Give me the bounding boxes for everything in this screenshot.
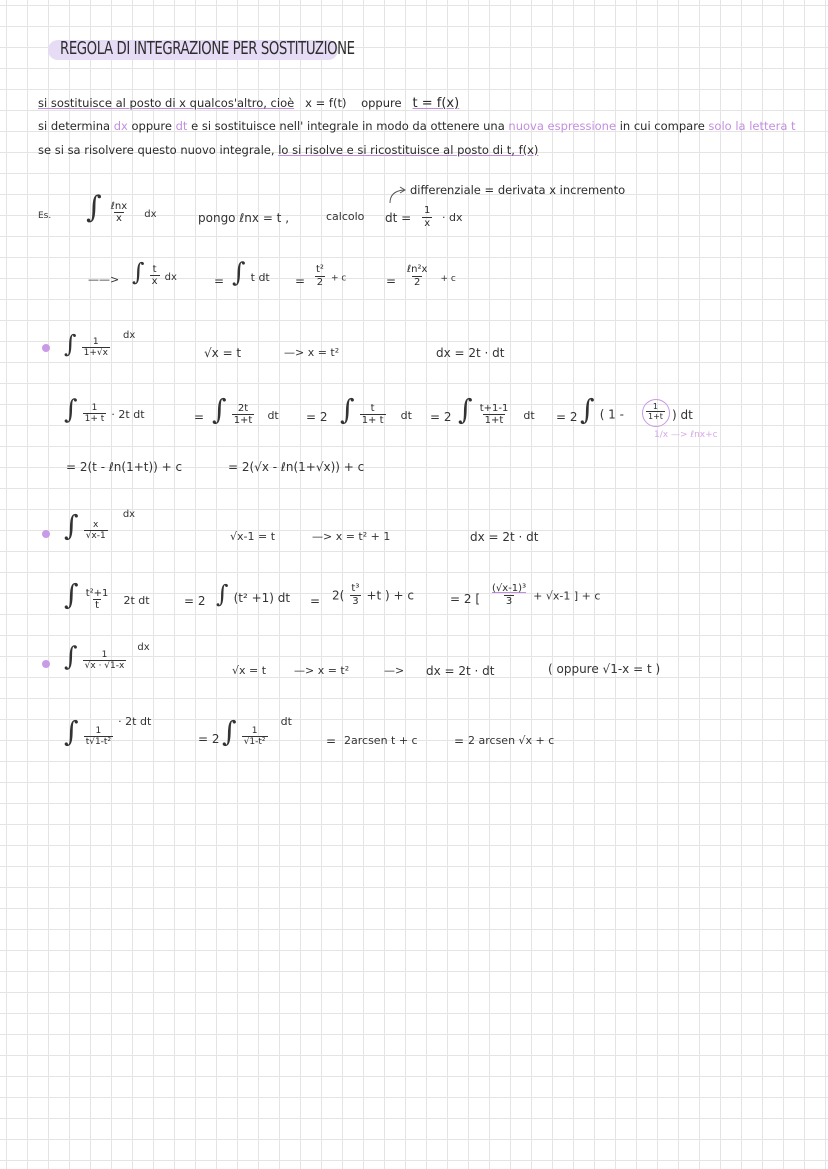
integrand: + √x-1 ] + c xyxy=(533,589,601,603)
intro-text: nuova espressione xyxy=(508,119,617,133)
numerator: 1 xyxy=(92,336,99,347)
equals: = 2 xyxy=(306,410,328,424)
dx-label: dx xyxy=(144,209,157,220)
denominator: √1-t² xyxy=(243,737,266,747)
numerator: x xyxy=(93,519,99,530)
dt-label: dt xyxy=(280,715,292,728)
dx-label: dx xyxy=(122,509,136,520)
fraction xyxy=(314,264,346,288)
step-4 xyxy=(490,583,600,607)
equals: = xyxy=(454,734,465,748)
integral-sign-icon: ∫ xyxy=(64,715,79,748)
integrand: ( 1 - xyxy=(599,407,624,422)
numerator: 1 xyxy=(652,401,659,411)
integral-sign-icon: ∫ xyxy=(458,393,473,426)
integrand: +t ) + c xyxy=(366,588,414,603)
integrand: t dt xyxy=(250,271,270,284)
differential-note: differenziale = derivata x incremento xyxy=(410,183,626,197)
numerator: t xyxy=(152,263,157,275)
intro-text: si sostituisce al posto di x qualcos'altro, cioè xyxy=(38,96,295,110)
intro-text: dt xyxy=(175,119,188,133)
step-2 xyxy=(222,715,292,748)
step-2 xyxy=(212,393,279,427)
numerator: 1 xyxy=(424,205,431,216)
curved-arrow-icon xyxy=(386,183,408,205)
bullet-icon xyxy=(42,530,50,538)
integral-sign-icon: ∫ xyxy=(64,330,77,358)
denominator: 3 xyxy=(352,595,359,607)
equals: = 2 xyxy=(198,732,220,746)
numerator: t³ xyxy=(351,583,360,594)
integrand: · 2t dt xyxy=(111,408,145,421)
equals: = xyxy=(326,734,337,748)
numerator: (√x-1)³ xyxy=(492,583,527,594)
result: 2 arcsen √x + c xyxy=(468,734,555,747)
annotation: 1/x —> ℓnx+c xyxy=(654,430,718,440)
x-expression: —> x = t² + 1 xyxy=(312,530,391,543)
numerator: t²+1 xyxy=(85,587,109,599)
intro-line-2 xyxy=(38,119,796,133)
denominator: x xyxy=(115,213,122,224)
equals: = 2 xyxy=(184,594,206,608)
integral-sign-icon: ∫ xyxy=(64,578,79,611)
fraction xyxy=(405,264,456,288)
example-label: Es. xyxy=(38,211,52,221)
denominator: √x · √1-x xyxy=(84,661,125,671)
numerator: 1 xyxy=(91,402,98,413)
page-title: REGOLA DI INTEGRAZIONE PER SOSTITUZIONE xyxy=(60,38,355,59)
numerator: 2t xyxy=(237,402,249,414)
step-2 xyxy=(216,580,290,608)
numerator: ℓnx xyxy=(110,200,128,212)
denominator: 2 xyxy=(316,276,324,288)
integral-3 xyxy=(232,258,270,288)
intro-text: oppure xyxy=(131,119,172,133)
integrand: · 2t dt xyxy=(118,715,152,728)
substitution: √x = t xyxy=(204,346,242,360)
integral-sign-icon: ∫ xyxy=(86,190,102,225)
result: = 2(√x - ℓn(1+√x)) + c xyxy=(228,460,365,474)
intro-text: dx xyxy=(113,119,128,133)
bullet-icon xyxy=(42,344,50,352)
dt-label: ) dt xyxy=(672,408,693,422)
equals: = xyxy=(386,274,397,288)
fraction xyxy=(646,401,665,421)
integral-sign-icon: ∫ xyxy=(340,393,355,426)
intro-text: in cui compare xyxy=(619,119,705,133)
dx-expression: dx = 2t · dt xyxy=(426,664,495,678)
equals: = 2 xyxy=(430,410,452,424)
numerator: 1 xyxy=(95,725,102,736)
calcolo-label: calcolo xyxy=(326,210,365,223)
equals: = xyxy=(310,594,321,608)
result: = 2(t - ℓn(1+t)) + c xyxy=(66,460,183,474)
dot-dx: · dx xyxy=(442,211,463,224)
dx-expression: dx = 2t · dt xyxy=(436,346,505,360)
integrand: 2t dt xyxy=(123,594,150,607)
integrand: 2( xyxy=(332,588,345,603)
equals: = xyxy=(214,274,225,288)
intro-formula: t = f(x) xyxy=(412,96,460,111)
step-1 xyxy=(64,715,151,748)
denominator: 1+ t xyxy=(361,415,384,426)
x-expression: —> x = t² xyxy=(294,664,350,677)
step-3 xyxy=(332,583,414,607)
denominator: 2 xyxy=(414,276,421,288)
dt-label: dt xyxy=(523,409,535,422)
step-1 xyxy=(64,578,150,612)
intro-text: se si sa risolvere questo nuovo integrale, xyxy=(38,143,275,157)
substitution: √x-1 = t xyxy=(230,530,276,543)
numerator: 1 xyxy=(101,649,108,660)
substitution: pongo ℓnx = t , xyxy=(198,211,290,225)
integral-1 xyxy=(86,190,156,225)
integral-sign-icon: ∫ xyxy=(222,715,237,748)
integral-ex4 xyxy=(64,642,150,672)
constant: + c xyxy=(440,273,456,284)
intro-text: solo la lettera t xyxy=(708,119,796,133)
fraction xyxy=(422,205,432,229)
substitution: √x = t xyxy=(232,664,267,677)
step-4 xyxy=(458,393,535,427)
integral-ex2 xyxy=(64,330,135,358)
arrow-icon: —> xyxy=(384,664,405,677)
x-expression: —> x = t² xyxy=(284,346,340,359)
integral-2 xyxy=(132,258,177,288)
equals: = xyxy=(295,274,306,288)
intro-text: oppure xyxy=(361,96,402,110)
dx-label: dx xyxy=(164,272,177,283)
intro-text: lo si risolve e si ricostituisce al posto di t, f(x) xyxy=(278,143,539,157)
denominator: 1+√x xyxy=(83,348,108,358)
step-5 xyxy=(580,393,624,426)
integrand: (t² +1) dt xyxy=(233,591,291,605)
integral-sign-icon: ∫ xyxy=(132,258,145,286)
denominator: x xyxy=(151,276,158,287)
bullet-icon xyxy=(42,660,50,668)
intro-text: si determina xyxy=(38,119,111,133)
integral-sign-icon: ∫ xyxy=(232,258,246,288)
equals: = 2 xyxy=(556,410,578,424)
numerator: t² xyxy=(316,264,324,275)
dx-expression: dx = 2t · dt xyxy=(470,530,539,544)
intro-formula: x = f(t) xyxy=(305,96,347,110)
integral-sign-icon: ∫ xyxy=(64,509,79,542)
denominator: t xyxy=(95,600,99,611)
numerator: 1 xyxy=(251,725,258,736)
constant: + c xyxy=(331,273,347,284)
denominator: 3 xyxy=(505,595,513,607)
denominator: √x-1 xyxy=(85,531,106,541)
equals: = 2 [ xyxy=(450,592,480,606)
denominator: 1+t xyxy=(484,415,504,426)
integral-ex3 xyxy=(64,509,135,542)
intro-line-1 xyxy=(38,96,459,111)
alternative-substitution: ( oppure √1-x = t ) xyxy=(548,662,661,676)
equals: = xyxy=(194,410,205,424)
dt-label: dt xyxy=(267,409,279,422)
integral-sign-icon: ∫ xyxy=(216,580,229,608)
denominator: t√1-t² xyxy=(85,737,112,747)
denominator: 1+ t xyxy=(84,414,105,424)
intro-text: e si sostituisce nell' integrale in modo da ottenere una xyxy=(191,119,505,133)
integral-sign-icon: ∫ xyxy=(64,642,78,672)
dx-label: dx xyxy=(137,642,150,653)
integral-sign-icon: ∫ xyxy=(64,395,78,425)
integral-sign-icon: ∫ xyxy=(580,393,595,426)
step-1 xyxy=(64,395,145,425)
denominator: 1+t xyxy=(233,415,253,426)
numerator: ℓn²x xyxy=(407,264,428,275)
dt-equals: dt = xyxy=(385,211,412,225)
arrow-icon: ——> xyxy=(88,273,120,286)
numerator: t+1-1 xyxy=(479,402,509,414)
dx-label: dx xyxy=(123,330,136,341)
fraction xyxy=(109,201,129,225)
step-3 xyxy=(340,393,412,427)
denominator: x xyxy=(424,217,431,229)
intro-line-3 xyxy=(38,143,538,157)
numerator: t xyxy=(370,402,375,414)
dt-label: dt xyxy=(400,409,412,422)
denominator: 1+t xyxy=(648,412,663,421)
integral-sign-icon: ∫ xyxy=(212,393,227,426)
result: 2arcsen t + c xyxy=(344,734,418,747)
